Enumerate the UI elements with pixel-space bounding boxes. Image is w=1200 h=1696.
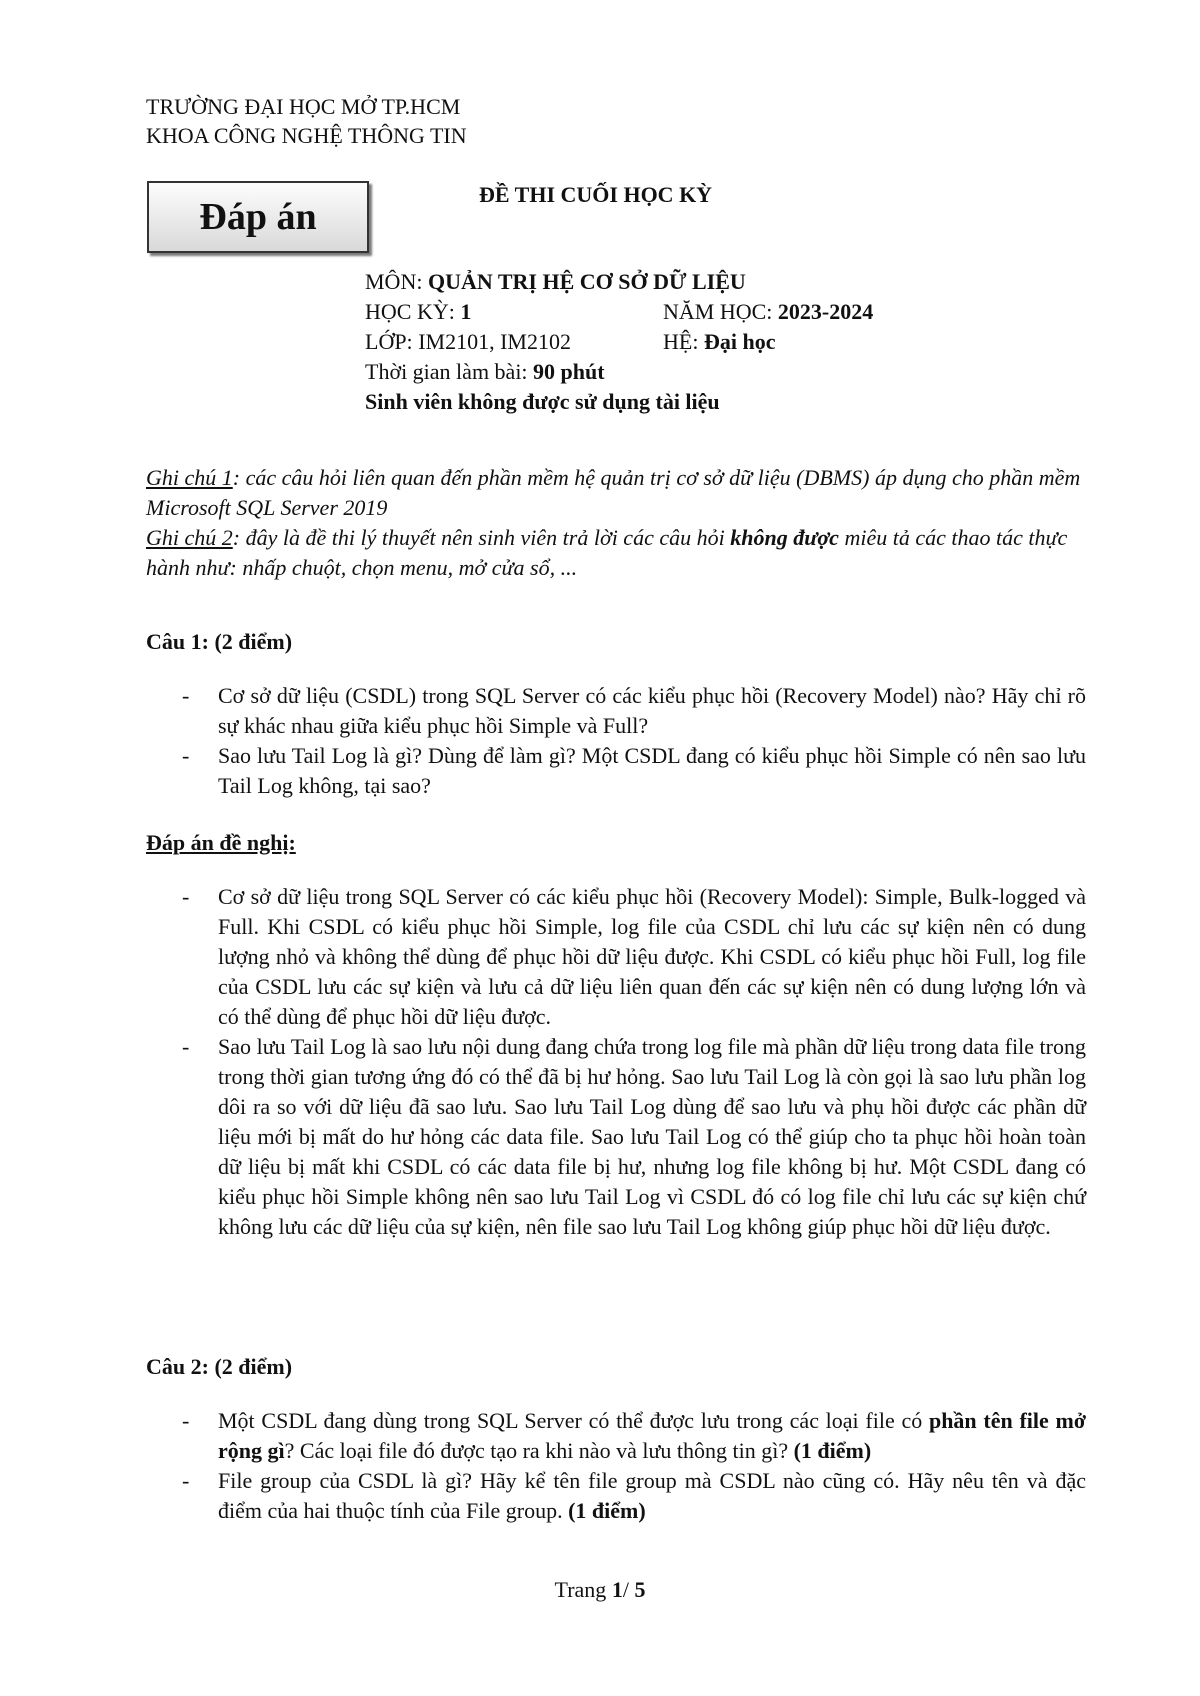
exam-title: ĐỀ THI CUỐI HỌC KỲ — [479, 182, 713, 207]
question-1-list — [146, 681, 1086, 801]
faculty-name: KHOA CÔNG NGHỆ THÔNG TIN — [146, 123, 467, 148]
subject-label: MÔN: — [365, 269, 428, 294]
q2-item2-points: (1 điểm) — [568, 1498, 646, 1523]
q2-item1-text-a: Một CSDL đang dùng trong SQL Server có thể được lưu trong các loại file có — [218, 1408, 929, 1433]
answer-1-title: Đáp án đề nghị: — [146, 830, 296, 855]
page-total: 5 — [634, 1577, 646, 1602]
note-2-bold: không được — [730, 525, 839, 550]
year-field — [663, 297, 873, 327]
question-2-title: Câu 2: (2 điểm) — [146, 1354, 293, 1379]
note-2-label: Ghi chú 2 — [146, 525, 233, 550]
time-value: 90 phút — [533, 359, 605, 384]
page-current: 1 — [611, 1577, 623, 1602]
subject-row — [365, 267, 746, 297]
note-2-text-b: miêu tả các thao tác thực hành như: nhấp chuột, chọn menu, mở cửa sổ, ... — [146, 525, 1068, 580]
question-1 — [146, 627, 1086, 801]
q2-item1-bold: phần tên file mở rộng gì — [218, 1408, 1086, 1463]
question-2 — [146, 1352, 1086, 1526]
time-row — [365, 357, 746, 387]
system-field — [663, 327, 775, 357]
materials-rule: Sinh viên không được sử dụng tài liệu — [365, 389, 720, 414]
page-separator: / — [622, 1577, 635, 1602]
system-label: HỆ: — [663, 329, 704, 354]
page-label: Trang — [554, 1577, 612, 1602]
school-header — [146, 92, 467, 150]
note-2-text-a: : đây là đề thi lý thuyết nên sinh viên trả lời các câu hỏi — [232, 525, 731, 550]
exam-notes — [146, 463, 1086, 583]
class-value: IM2101, IM2102 — [418, 329, 571, 354]
semester-row — [365, 297, 874, 327]
list-item — [146, 1466, 1086, 1526]
answer-key-box: Đáp án — [147, 181, 369, 253]
page-footer — [0, 1577, 1200, 1603]
note-1-label: Ghi chú 1 — [146, 465, 233, 490]
list-item: - Cơ sở dữ liệu (CSDL) trong SQL Server có các kiểu phục hồi (Recovery Model) nào? Hãy chỉ rõ sự khác nhau giữa kiểu phục hồi Simple và Full? — [146, 681, 1086, 741]
list-item: - Cơ sở dữ liệu trong SQL Server có các kiểu phục hồi (Recovery Model): Simple, Bulk-logged và Full. Khi CSDL có kiểu phục hồi Simple, log file của CSDL chỉ lưu các sự kiện nên có dung lượng nhỏ và không thể dùng để phục hồi dữ liệu được. Khi CSDL có kiểu phục hồi Full, log file của CSDL lưu các sự kiện và lưu cả dữ liệu liên quan đến các sự kiện nên có dung lượng lớn và có thể dùng để phục hồi dữ liệu được. — [146, 882, 1086, 1032]
exam-meta — [365, 267, 874, 417]
note-1 — [146, 463, 1086, 523]
system-value: Đại học — [703, 329, 776, 354]
class-row — [365, 327, 776, 357]
list-item: - Sao lưu Tail Log là sao lưu nội dung đang chứa trong log file mà phần dữ liệu trong data file trong trong thời gian tương ứng đó có thể đã bị hư hỏng. Sao lưu Tail Log là còn gọi là sao lưu phần log dôi ra so với dữ liệu đã sao lưu. Sao lưu Tail Log dùng để sao lưu và phụ hồi được các phần dữ liệu mới bị mất do hư hỏng các data file. Sao lưu Tail Log có thể giúp cho ta phục hồi hoàn toàn dữ liệu bị mất khi CSDL có các data file bị hư, nhưng log file không bị hư. Một CSDL đang có kiểu phục hồi Simple không nên sao lưu Tail Log vì CSDL đó có log file chỉ lưu các sự kiện chứ không lưu các dữ liệu của sự kiện, nên file sao lưu Tail Log không giúp phục hồi dữ liệu được. — [146, 1032, 1086, 1242]
school-name: TRƯỜNG ĐẠI HỌC MỞ TP.HCM — [146, 94, 461, 119]
q2-item1-points: (1 điểm) — [793, 1438, 872, 1463]
class-label: LỚP: — [365, 329, 419, 354]
q2-item1-text-b: ? Các loại file đó được tạo ra khi nào và lưu thông tin gì? — [284, 1438, 794, 1463]
q2-item2-text: File group của CSDL là gì? Hãy kể tên file group mà CSDL nào cũng có. Hãy nêu tên và đặc điểm của hai thuộc tính của File group. — [218, 1468, 1086, 1523]
time-label: Thời gian làm bài: — [365, 359, 534, 384]
semester-label: HỌC KỲ: — [365, 299, 461, 324]
list-item — [146, 1406, 1086, 1466]
list-item: - Sao lưu Tail Log là gì? Dùng để làm gì? Một CSDL đang có kiểu phục hồi Simple có nên sao lưu Tail Log không, tại sao? — [146, 741, 1086, 801]
note-2 — [146, 523, 1086, 583]
question-2-list — [146, 1406, 1086, 1526]
subject-value: QUẢN TRỊ HỆ CƠ SỞ DỮ LIỆU — [427, 269, 746, 294]
answer-1-list — [146, 882, 1086, 1242]
year-label: NĂM HỌC: — [663, 299, 778, 324]
year-value: 2023-2024 — [777, 299, 874, 324]
note-1-text: : các câu hỏi liên quan đến phần mềm hệ quản trị cơ sở dữ liệu (DBMS) áp dụng cho phần mềm Microsoft SQL Server 2019 — [146, 465, 1081, 520]
semester-value: 1 — [460, 299, 472, 324]
question-1-title: Câu 1: (2 điểm) — [146, 629, 293, 654]
answer-1 — [146, 828, 1086, 1242]
